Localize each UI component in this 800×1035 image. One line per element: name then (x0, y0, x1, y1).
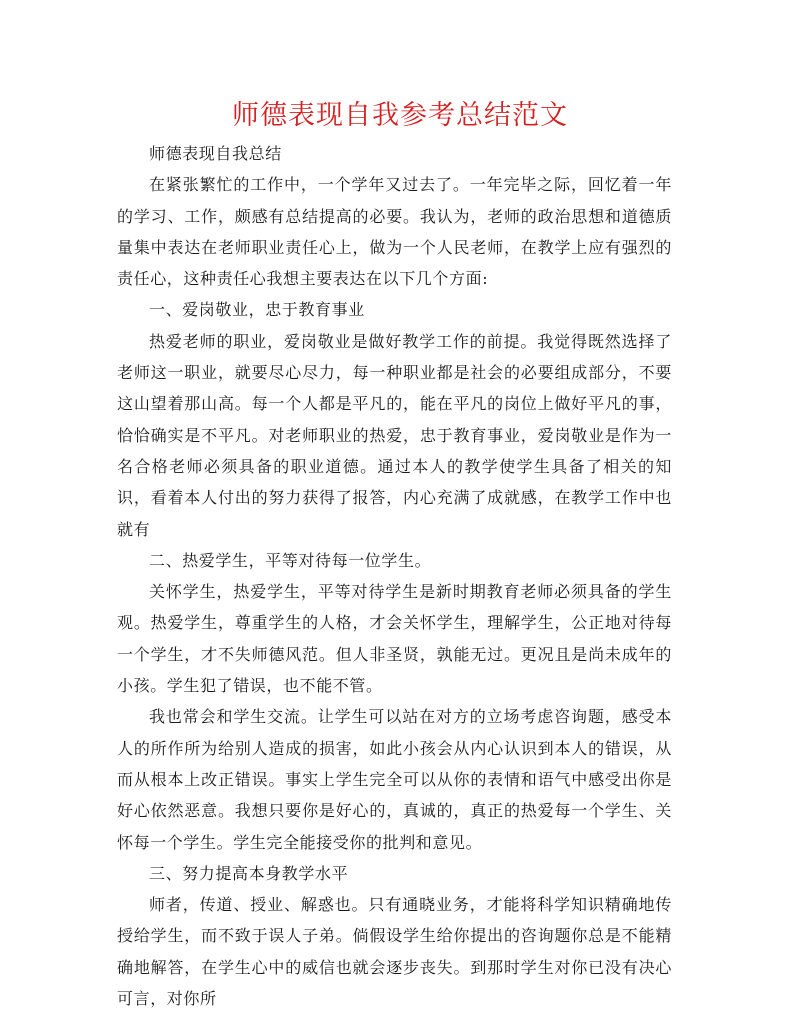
section-heading-3: 三、努力提高本身教学水平 (149, 863, 349, 883)
paragraph-intro: 在紧张繁忙的工作中，一个学年又过去了。一年完毕之际，回忆着一年的学习、工作，颇感有总结提高的必要。我认为，老师的政治思想和道德质量集中表达在老师职业责任心上，做为一个人民老师，在教学上应有强烈的责任心，这种责任心我想主要表达在以下几个方面: (117, 175, 672, 289)
section-heading-2: 二、热爱学生，平等对待每一位学生。 (149, 550, 432, 570)
paragraph-subtitle: 师德表现自我总结 (149, 144, 282, 163)
paragraph-section-2a: 关怀学生，热爱学生，平等对待学生是新时期教育老师必须具备的学生观。热爱学生，尊重学生的人格，才会关怀学生，理解学生，公正地对待每一个学生，才不失师德风范。但人非圣贤，孰能无过。更况且是尚未成年的小孩。学生犯了错误，也不能不管。 (117, 582, 672, 696)
document-body (117, 138, 672, 1014)
paragraph-section-2b: 我也常会和学生交流。让学生可以站在对方的立场考虑咨询题，感受本人的所作所为给别人造成的损害，如此小孩会从内心认识到本人的错误，从而从根本上改正错误。事实上学生完全可以从你的表情和语气中感受出你是好心依然恶意。我想只要你是好心的，真诚的，真正的热爱每一个学生、关怀每一个学生。学生完全能接受你的批判和意见。 (117, 707, 672, 852)
section-heading-1: 一、爱岗敬业，忠于教育事业 (149, 300, 365, 320)
paragraph-section-1: 热爱老师的职业，爱岗敬业是做好教学工作的前提。我觉得既然选择了老师这一职业，就要尽心尽力，每一种职业都是社会的必要组成部分，不要这山望着那山高。每一个人都是平凡的，能在平凡的岗位上做好平凡的事，恰恰确实是不平凡。对老师职业的热爱，忠于教育事业，爱岗敬业是作为一名合格老师必须具备的职业道德。通过本人的教学使学生具备了相关的知识，看着本人付出的努力获得了报答，内心充满了成就感，在教学工作中也就有 (117, 331, 672, 539)
document-title: 师德表现自我参考总结范文 (232, 100, 568, 131)
paragraph-section-3: 师者，传道、授业、解惑也。只有通晓业务，才能将科学知识精确地传授给学生，而不致于误人子弟。倘假设学生给你提出的咨询题你总是不能精确地解答，在学生心中的威信也就会逐步丧失。到那时学生对你已没有决心可言，对你所 (117, 895, 672, 1009)
